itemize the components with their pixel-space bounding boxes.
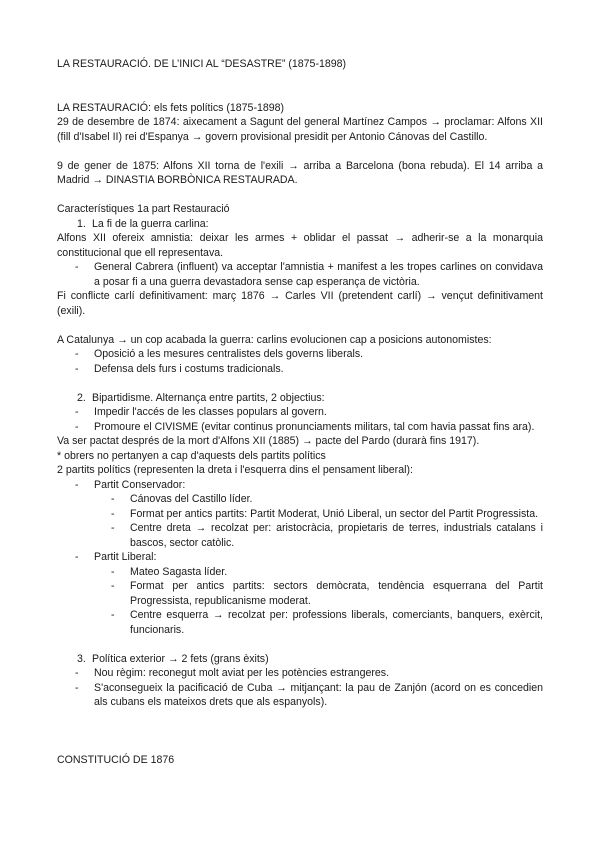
section-heading-fets-politics: LA RESTAURACIÓ: els fets polítics (1875-1898) (57, 101, 285, 114)
list-item-text: Oposició a les mesures centralistes dels governs liberals. (94, 348, 364, 360)
sub-list-item (57, 492, 543, 507)
dash-bullet: - (111, 580, 115, 592)
list-item-text: Nou règim: reconegut molt aviat per les potències estrangeres. (94, 667, 390, 679)
dash-bullet: - (111, 522, 115, 534)
list-item-text: Promoure el CIVISME (evitar continus pronunciaments militars, tal com havia passat fins ara). (94, 420, 535, 433)
dash-bullet: - (111, 565, 115, 578)
sub-list-item (57, 565, 543, 580)
list-item-text: Partit Conservador: (94, 478, 186, 491)
list-item (57, 420, 543, 435)
list-item-partit-conservador (57, 478, 543, 493)
sub-list-item-text: Centre esquerra → recolzat per: professions liberals, comerciants, banquers, exèrcit, funcionaris. (130, 609, 543, 636)
dash-bullet: - (75, 261, 79, 273)
dash-bullet: - (75, 478, 79, 491)
paragraph-fi-conflicte: Fi conflicte carlí definitivament: març 1876 → Carles VII (pretendent carlí) → vençut definitivament (exili). (57, 290, 543, 317)
sub-list-item (57, 579, 543, 608)
section-heading-constitucio: CONSTITUCIÓ DE 1876 (57, 754, 175, 766)
list-item-partit-liberal (57, 550, 543, 565)
numbered-item-3 (57, 652, 543, 667)
dash-bullet: - (111, 493, 115, 505)
paragraph-pacte-pardo: Va ser pactat després de la mort d'Alfons XII (1885) → pacte del Pardo (durarà fins 1917). (57, 435, 480, 447)
list-item-text: General Cabrera (influent) va acceptar l'amnistia + manifest a les tropes carlines on convidava a posar fi a una guerra devastadora sense cap esperança de victòria. (94, 261, 543, 288)
numbered-item-1 (57, 217, 543, 232)
dash-bullet: - (75, 406, 79, 418)
list-item (57, 347, 543, 362)
dash-bullet: - (75, 348, 79, 360)
dash-bullet: - (111, 609, 115, 621)
dash-bullet: - (75, 667, 79, 679)
dash-bullet: - (75, 420, 79, 433)
sub-list-item-text: Mateo Sagasta líder. (130, 565, 228, 578)
item-label: La fi de la guerra carlina: (92, 217, 209, 230)
list-item (57, 666, 543, 681)
list-item-text: Impedir l'accés de les classes populars al govern. (94, 406, 327, 418)
list-item-text: S'aconsegueix la pacificació de Cuba → mitjançant: la pau de Zanjón (acord on es concedien als cubans els mateixos drets que als espanyols). (94, 681, 543, 708)
note-obrers: * obrers no pertanyen a cap d'aquests dels partits polítics (57, 449, 326, 462)
sub-list-item-text: Format per antics partits: sectors demòcrata, tendència esquerrana del Partit Progressista, republicanisme moderat. (130, 580, 543, 607)
list-item-text: Defensa dels furs i costums tradicionals. (94, 362, 284, 375)
dash-bullet: - (75, 362, 79, 375)
section-heading-caracteristiques: Característiques 1a part Restauració (57, 203, 230, 215)
paragraph-dos-partits: 2 partits polítics (representen la dreta i l'esquerra dins el pensament liberal): (57, 464, 413, 476)
item-number: 1. (77, 217, 86, 230)
list-item (57, 260, 543, 289)
sub-list-item-text: Centre dreta → recolzat per: aristocràcia, propietaris de terres, industrials catalans i bascos, sector catòlic. (130, 522, 543, 549)
item-number: 2. (77, 391, 86, 404)
sub-list-item (57, 507, 543, 522)
item-label: Política exterior → 2 fets (grans èxits) (92, 652, 269, 665)
paragraph-amnistia: Alfons XII ofereix amnistia: deixar les armes + oblidar el passat → adherir-se a la monarquia constitucional que ell representava. (57, 232, 543, 259)
list-item (57, 405, 543, 420)
sub-list-item (57, 521, 543, 550)
sub-list-item-text: Format per antics partits: Partit Moderat, Unió Liberal, un sector del Partit Progressista. (130, 507, 539, 520)
dash-bullet: - (75, 681, 79, 694)
paragraph-1874: 29 de desembre de 1874: aixecament a Sagunt del general Martínez Campos → proclamar: Alfons XII (fill d'Isabel II) rei d'Espanya → govern provisional presidit per Antonio Cánovas del Castillo. (57, 116, 543, 143)
sub-list-item (57, 608, 543, 637)
item-label: Bipartidisme. Alternança entre partits, 2 objectius: (92, 391, 325, 404)
dash-bullet: - (75, 551, 79, 563)
list-item (57, 681, 543, 710)
sub-list-item-text: Cánovas del Castillo líder. (130, 493, 253, 505)
document-page (57, 57, 543, 768)
list-item-text: Partit Liberal: (94, 551, 157, 563)
paragraph-1875: 9 de gener de 1875: Alfons XII torna de l'exili → arriba a Barcelona (bona rebuda). El 14 arriba a Madrid → DINASTIA BORBÒNICA RESTAURADA. (57, 159, 543, 186)
dash-bullet: - (111, 507, 115, 520)
list-item (57, 362, 543, 377)
numbered-item-2 (57, 391, 543, 406)
paragraph-catalunya: A Catalunya → un cop acabada la guerra: carlins evolucionen cap a posicions autonomistes: (57, 333, 492, 346)
document-title: LA RESTAURACIÓ. DE L’INICI AL “DESASTRE” (1875-1898) (57, 58, 347, 70)
item-number: 3. (77, 652, 86, 665)
